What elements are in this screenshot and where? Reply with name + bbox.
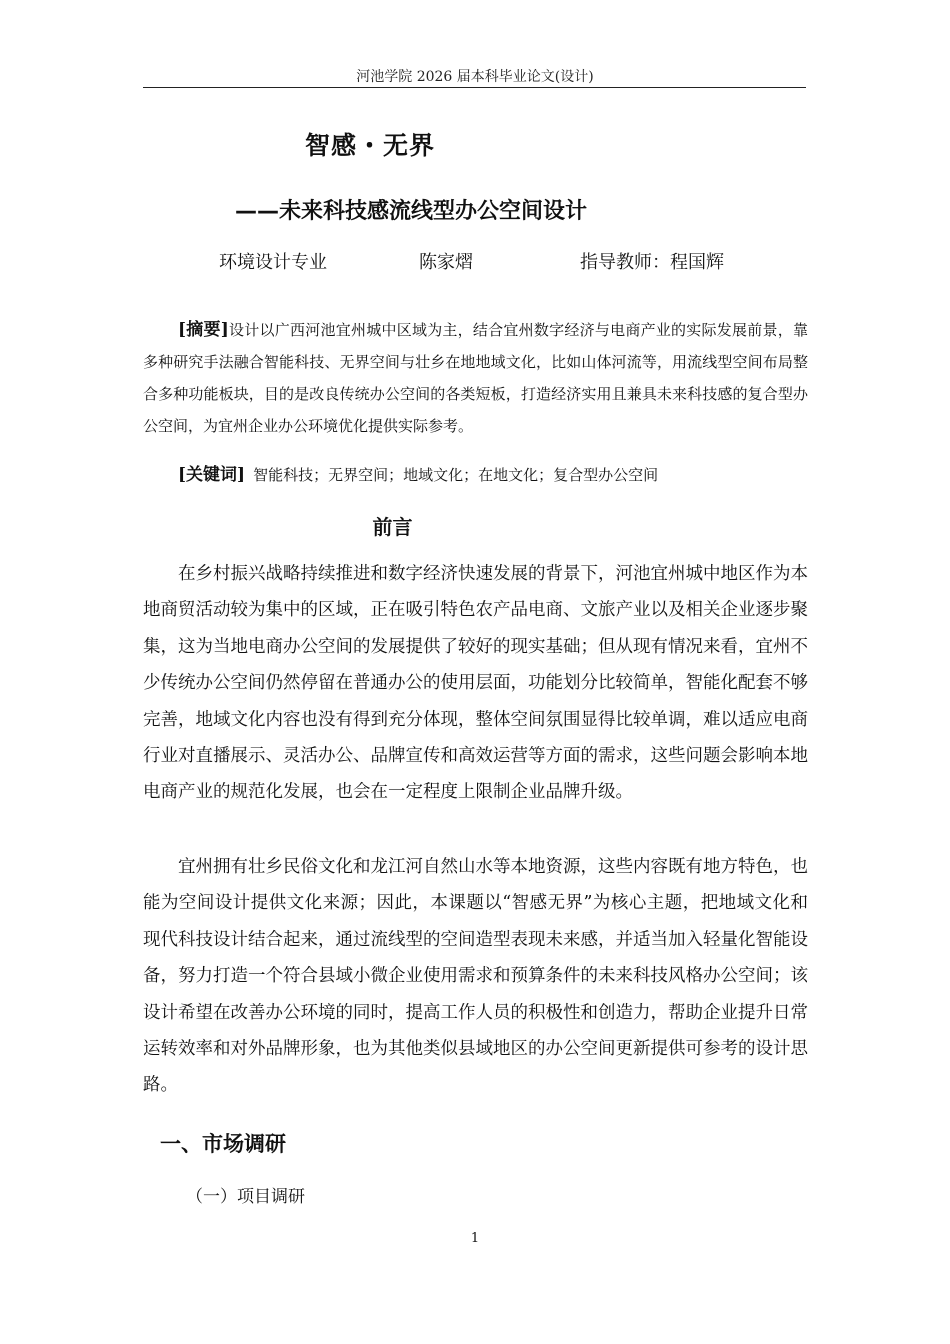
abstract xyxy=(143,314,808,442)
advisor-label: 指导教师：程国辉 xyxy=(580,252,724,273)
preface-heading: 前言 xyxy=(372,515,413,539)
header-divider xyxy=(143,87,806,88)
keywords-text: 智能科技；无界空间；地域文化；在地文化；复合型办公空间 xyxy=(253,466,659,484)
abstract-tag: [摘要] xyxy=(178,320,229,340)
keywords-tag: [关键词] xyxy=(178,465,246,485)
page-number: 1 xyxy=(470,1231,480,1246)
major-label: 环境设计专业 xyxy=(219,252,327,273)
paper-title: 智感・无界 xyxy=(305,131,436,160)
preface-paragraph-2: 宜州拥有壮乡民俗文化和龙江河自然山水等本地资源，这些内容既有地方特色，也能为空间设计提供文化来源；因此，本课题以“智感无界”为核心主题，把地域文化和现代科技设计结合起来，通过流线型的空间造型表现未来感，并适当加入轻量化智能设备，努力打造一个符合县域小微企业使用需求和预算条件的未来科技风格办公空间；该设计希望在改善办公环境的同时，提高工作人员的积极性和创造力，帮助企业提升日常运转效率和对外品牌形象，也为其他类似县域地区的办公空间更新提供可参考的设计思路。 xyxy=(143,857,808,1096)
author-name: 陈家熠 xyxy=(419,252,473,273)
paper-subtitle: ——未来科技感流线型办公空间设计 xyxy=(235,199,588,224)
subsection-heading: （一）项目调研 xyxy=(186,1187,305,1207)
preface-paragraph-1: 在乡村振兴战略持续推进和数字经济快速发展的背景下，河池宜州城中地区作为本地商贸活动较为集中的区域，正在吸引特色农产品电商、文旅产业以及相关企业逐步聚集，这为当地电商办公空间的发展提供了较好的现实基础；但从现有情况来看，宜州不少传统办公空间仍然停留在普通办公的使用层面，功能划分比较简单，智能化配套不够完善，地域文化内容也没有得到充分体现，整体空间氛围显得比较单调，难以适应电商行业对直播展示、灵活办公、品牌宣传和高效运营等方面的需求，这些问题会影响本地电商产业的规范化发展，也会在一定程度上限制企业品牌升级。 xyxy=(143,564,808,803)
page-header: 河池学院 2026 届本科毕业论文(设计) xyxy=(356,69,594,85)
section-heading: 一、市场调研 xyxy=(160,1132,286,1156)
keywords xyxy=(178,460,658,485)
abstract-text: 设计以广西河池宜州城中区域为主，结合宜州数字经济与电商产业的实际发展前景，靠多种研究手法融合智能科技、无界空间与壮乡在地地域文化，比如山体河流等，用流线型空间布局整合多种功能板块，目的是改良传统办公空间的各类短板，打造经济实用且兼具未来科技感的复合型办公空间，为宜州企业办公环境优化提供实际参考。 xyxy=(143,321,808,435)
